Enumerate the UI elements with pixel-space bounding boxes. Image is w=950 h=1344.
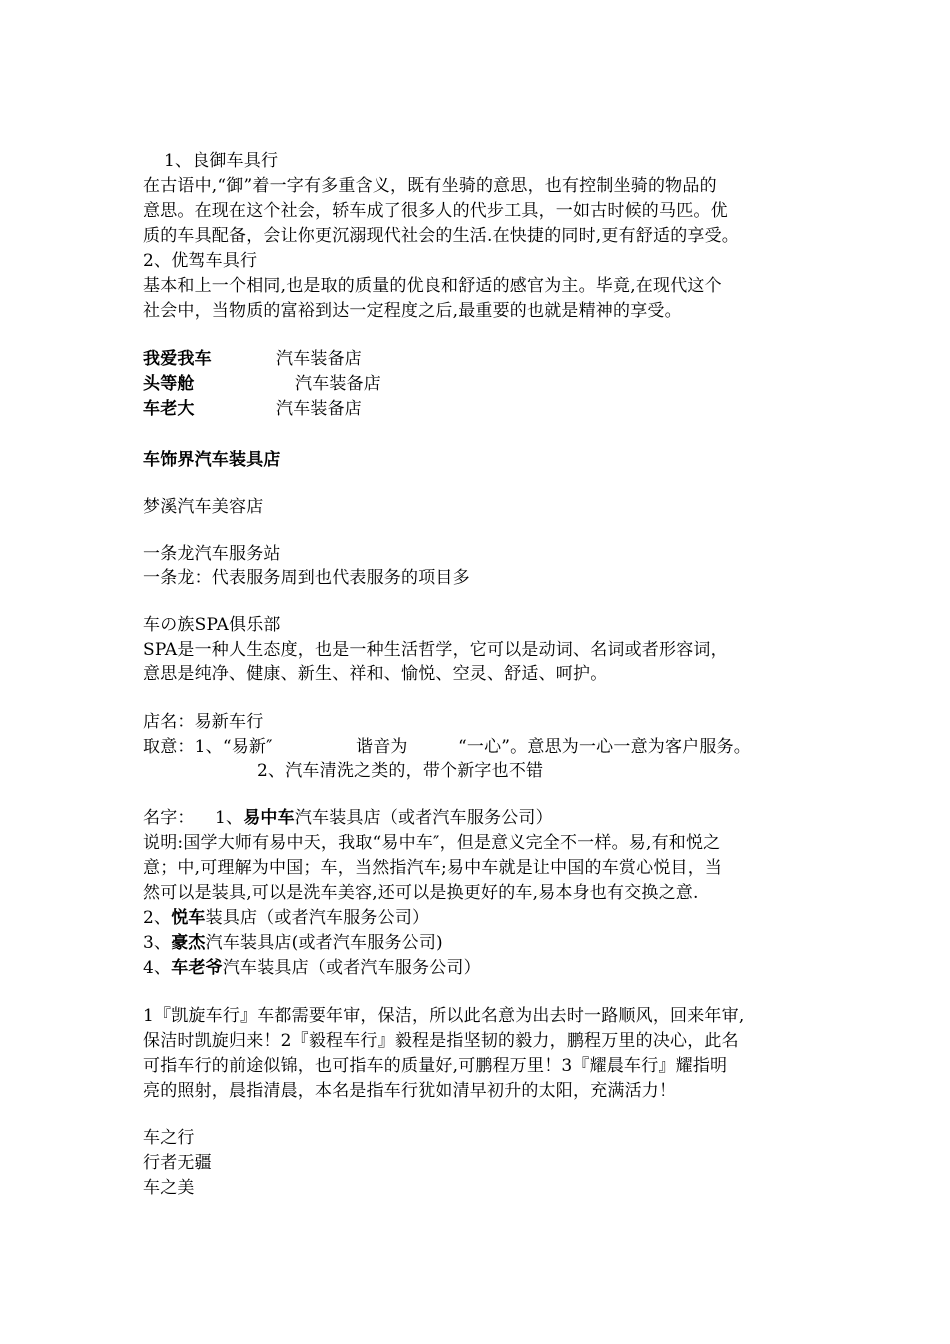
spa-paragraph-line: 意思是纯净、健康、新生、祥和、愉悦、空灵、舒适、呵护。 bbox=[143, 664, 608, 684]
name-explanation-line: 然可以是装具,可以是洗车美容,还可以是换更好的车,易本身也有交换之意. bbox=[143, 883, 699, 903]
name-number: 3、 bbox=[143, 933, 172, 953]
shop-suffix: 汽车装备店 bbox=[276, 349, 362, 369]
section-1-paragraph-line: 质的车具配备，会让你更沉溺现代社会的生活.在快捷的同时,更有舒适的享受。 bbox=[143, 226, 740, 246]
yitiaolong-desc: 一条龙：代表服务周到也代表服务的项目多 bbox=[143, 568, 470, 588]
name-highlight: 易中车 bbox=[243, 808, 295, 828]
name-rest: 汽车装具店(或者汽车服务公司) bbox=[205, 933, 443, 953]
name-number: 4、 bbox=[143, 958, 172, 978]
yixin-meaning-line-2: 2、汽车清洗之类的，带个新字也不错 bbox=[257, 761, 544, 781]
shop-suffix: 汽车装备店 bbox=[276, 399, 362, 419]
name-label: 名字： bbox=[143, 808, 195, 828]
name-highlight: 车老爷 bbox=[171, 958, 223, 978]
name-explanation-line: 说明:国学大师有易中天，我取“易中车″，但是意义完全不一样。易,有和悦之 bbox=[143, 833, 721, 853]
shop-name: 我爱我车 bbox=[143, 349, 212, 369]
kaixuan-paragraph-line: 保洁时凯旋归来！2『毅程车行』毅程是指坚韧的毅力，鹏程万里的决心，此名 bbox=[143, 1031, 739, 1051]
name-highlight: 悦车 bbox=[171, 908, 206, 928]
name-line bbox=[143, 806, 553, 830]
spa-paragraph-line: SPA是一种人生态度，也是一种生活哲学，它可以是动词、名词或者形容词， bbox=[143, 640, 728, 660]
name-rest: 装具店（或者汽车服务公司） bbox=[205, 908, 430, 928]
name-explanation-line: 意；中,可理解为中国；车，当然指汽车;易中车就是让中国的车赏心悦目，当 bbox=[143, 858, 723, 878]
closing-line: 车之行 bbox=[143, 1128, 195, 1148]
shop-suffix: 汽车装备店 bbox=[295, 374, 381, 394]
closing-line: 行者无疆 bbox=[143, 1153, 212, 1173]
kaixuan-paragraph-line: 可指车行的前途似锦，也可指车的质量好,可鹏程万里！3『耀晨车行』耀指明 bbox=[143, 1056, 728, 1076]
section-1-paragraph-line: 意思。在现在这个社会，轿车成了很多人的代步工具，一如古时候的马匹。优 bbox=[143, 201, 728, 221]
name-rest: 汽车装具店（或者汽车服务公司） bbox=[222, 958, 481, 978]
kaixuan-paragraph-line: 亮的照射，晨指清晨，本名是指车行犹如清早初升的太阳，充满活力！ bbox=[143, 1081, 677, 1101]
name-line bbox=[143, 906, 429, 930]
name-number: 2、 bbox=[143, 908, 172, 928]
section-2-paragraph-line: 基本和上一个相同,也是取的质量的优良和舒适的感官为主。毕竟,在现代这个 bbox=[143, 276, 722, 296]
name-line bbox=[143, 931, 443, 955]
shop-line bbox=[143, 397, 362, 421]
name-line bbox=[143, 956, 481, 980]
spa-title: 车の族SPA俱乐部 bbox=[143, 615, 281, 635]
yixin-meaning-part: 取意：1、“易新″ bbox=[143, 737, 273, 757]
yitiaolong-title: 一条龙汽车服务站 bbox=[143, 544, 281, 564]
section-2-paragraph-line: 社会中，当物质的富裕到达一定程度之后,最重要的也就是精神的享受。 bbox=[143, 301, 682, 321]
mengxi-line: 梦溪汽车美容店 bbox=[143, 497, 264, 517]
kaixuan-paragraph-line: 1『凯旋车行』车都需要年审，保洁，所以此名意为出去时一路顺风，回来年审, bbox=[143, 1006, 745, 1026]
section-1-paragraph-line: 在古语中,“御”着一字有多重含义，既有坐骑的意思，也有控制坐骑的物品的 bbox=[143, 176, 717, 196]
cheshijie-heading: 车饰界汽车装具店 bbox=[143, 450, 281, 470]
shop-name: 车老大 bbox=[143, 399, 195, 419]
name-rest: 汽车装具店（或者汽车服务公司） bbox=[294, 808, 553, 828]
yixin-meaning-part: 谐音为 bbox=[356, 737, 408, 757]
yixin-name-line: 店名：易新车行 bbox=[143, 712, 264, 732]
section-2-title: 2、优驾车具行 bbox=[143, 251, 258, 271]
yixin-meaning-line bbox=[143, 735, 751, 759]
shop-line bbox=[143, 372, 381, 396]
name-number: 1、 bbox=[215, 808, 244, 828]
shop-line bbox=[143, 347, 362, 371]
name-highlight: 豪杰 bbox=[171, 933, 206, 953]
section-1-title: 1、良御车具行 bbox=[164, 151, 279, 171]
yixin-meaning-part: “一心”。意思为一心一意为客户服务。 bbox=[458, 737, 751, 757]
closing-line: 车之美 bbox=[143, 1178, 195, 1198]
shop-name: 头等舱 bbox=[143, 374, 195, 394]
